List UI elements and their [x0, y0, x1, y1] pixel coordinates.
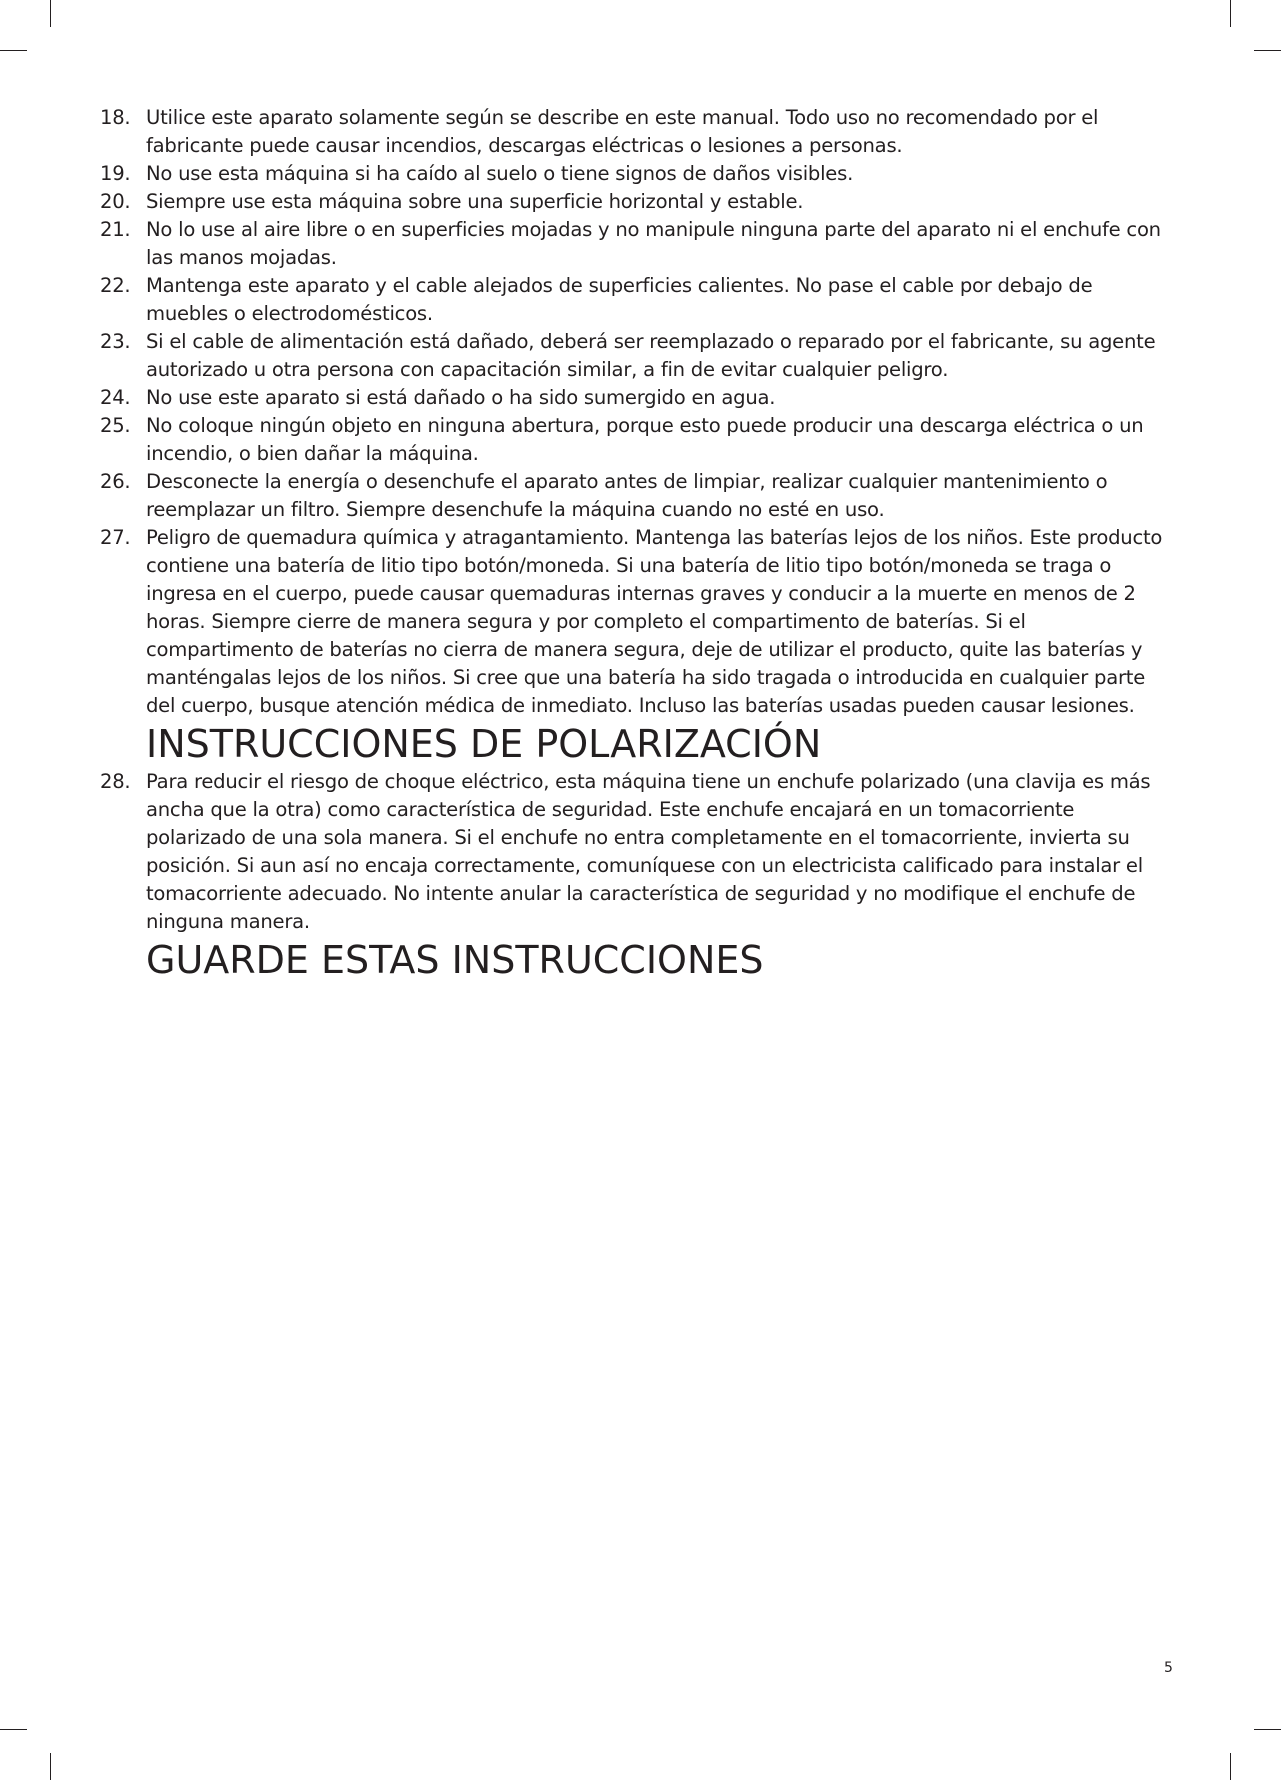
- item-number: 22.: [100, 274, 131, 297]
- list-item: [100, 272, 1170, 328]
- page-content: [100, 104, 1170, 984]
- list-item: [100, 768, 1170, 936]
- crop-mark-top-right-horizontal: [1254, 50, 1281, 51]
- page-number: 5: [1164, 1660, 1173, 1676]
- item-text: No lo use al aire libre o en superficies mojadas y no manipule ninguna parte del aparato ni el enchufe con las manos mojadas.: [146, 218, 1161, 269]
- crop-mark-bottom-left-vertical: [50, 1753, 51, 1780]
- list-item: [100, 412, 1170, 468]
- list-item: [100, 328, 1170, 384]
- item-number: 27.: [100, 526, 131, 549]
- crop-mark-bottom-right-horizontal: [1254, 1729, 1281, 1730]
- item-text: Utilice este aparato solamente según se describe en este manual. Todo uso no recomendado por el fabricante puede causar incendios, descargas eléctricas o lesiones a personas.: [146, 106, 1099, 157]
- item-number: 18.: [100, 106, 131, 129]
- safety-list-a: [100, 104, 1170, 720]
- item-number: 24.: [100, 386, 131, 409]
- item-text: Siempre use esta máquina sobre una superficie horizontal y estable.: [146, 190, 804, 213]
- list-item: [100, 216, 1170, 272]
- item-text: Peligro de quemadura química y atragantamiento. Mantenga las baterías lejos de los niños. Este producto contiene una batería de litio tipo botón/moneda. Si una batería de litio tipo botón/moneda se traga o ingresa en el cuerpo, puede causar quemaduras internas graves y conducir a la muerte en menos de 2 horas. Siempre cierre de manera segura y por completo el compartimento de baterías. Si el compartimento de baterías no cierra de manera segura, deje de utilizar el producto, quite las baterías y manténgalas lejos de los niños. Si cree que una batería ha sido tragada o introducida en cualquier parte del cuerpo, busque atención médica de inmediato. Incluso las baterías usadas pueden causar lesiones.: [146, 526, 1163, 717]
- list-item: [100, 188, 1170, 216]
- item-text: No use esta máquina si ha caído al suelo o tiene signos de daños visibles.: [146, 162, 854, 185]
- item-number: 19.: [100, 162, 131, 185]
- item-number: 28.: [100, 770, 131, 793]
- list-item: [100, 468, 1170, 524]
- heading-save-instructions: GUARDE ESTAS INSTRUCCIONES: [146, 938, 764, 982]
- item-text: Para reducir el riesgo de choque eléctrico, esta máquina tiene un enchufe polarizado (una clavija es más ancha que la otra) como característica de seguridad. Este enchufe encajará en un tomacorriente polarizado de una sola manera. Si el enchufe no entra completamente en el tomacorriente, invierta su posición. Si aun así no encaja correctamente, comuníquese con un electricista calificado para instalar el tomacorriente adecuado. No intente anular la característica de seguridad y no modifique el enchufe de ninguna manera.: [146, 770, 1151, 933]
- item-number: 20.: [100, 190, 131, 213]
- list-item: [100, 104, 1170, 160]
- item-number: 23.: [100, 330, 131, 353]
- crop-mark-top-left-vertical: [50, 0, 51, 27]
- crop-mark-top-right-vertical: [1230, 0, 1231, 27]
- crop-mark-bottom-right-vertical: [1230, 1753, 1231, 1780]
- list-item: [100, 524, 1170, 720]
- heading-polarization: INSTRUCCIONES DE POLARIZACIÓN: [146, 722, 822, 766]
- item-text: No coloque ningún objeto en ninguna abertura, porque esto puede producir una descarga eléctrica o un incendio, o bien dañar la máquina.: [146, 414, 1144, 465]
- safety-list-b: [100, 768, 1170, 936]
- crop-mark-top-left-horizontal: [0, 50, 27, 51]
- item-number: 26.: [100, 470, 131, 493]
- item-number: 25.: [100, 414, 131, 437]
- item-number: 21.: [100, 218, 131, 241]
- item-text: Mantenga este aparato y el cable alejados de superficies calientes. No pase el cable por debajo de muebles o electrodomésticos.: [146, 274, 1093, 325]
- crop-mark-bottom-left-horizontal: [0, 1729, 27, 1730]
- list-item: [100, 160, 1170, 188]
- item-text: Desconecte la energía o desenchufe el aparato antes de limpiar, realizar cualquier mantenimiento o reemplazar un filtro. Siempre desenchufe la máquina cuando no esté en uso.: [146, 470, 1108, 521]
- list-item: [100, 384, 1170, 412]
- item-text: Si el cable de alimentación está dañado, deberá ser reemplazado o reparado por el fabricante, su agente autorizado u otra persona con capacitación similar, a fin de evitar cualquier peligro.: [146, 330, 1156, 381]
- item-text: No use este aparato si está dañado o ha sido sumergido en agua.: [146, 386, 776, 409]
